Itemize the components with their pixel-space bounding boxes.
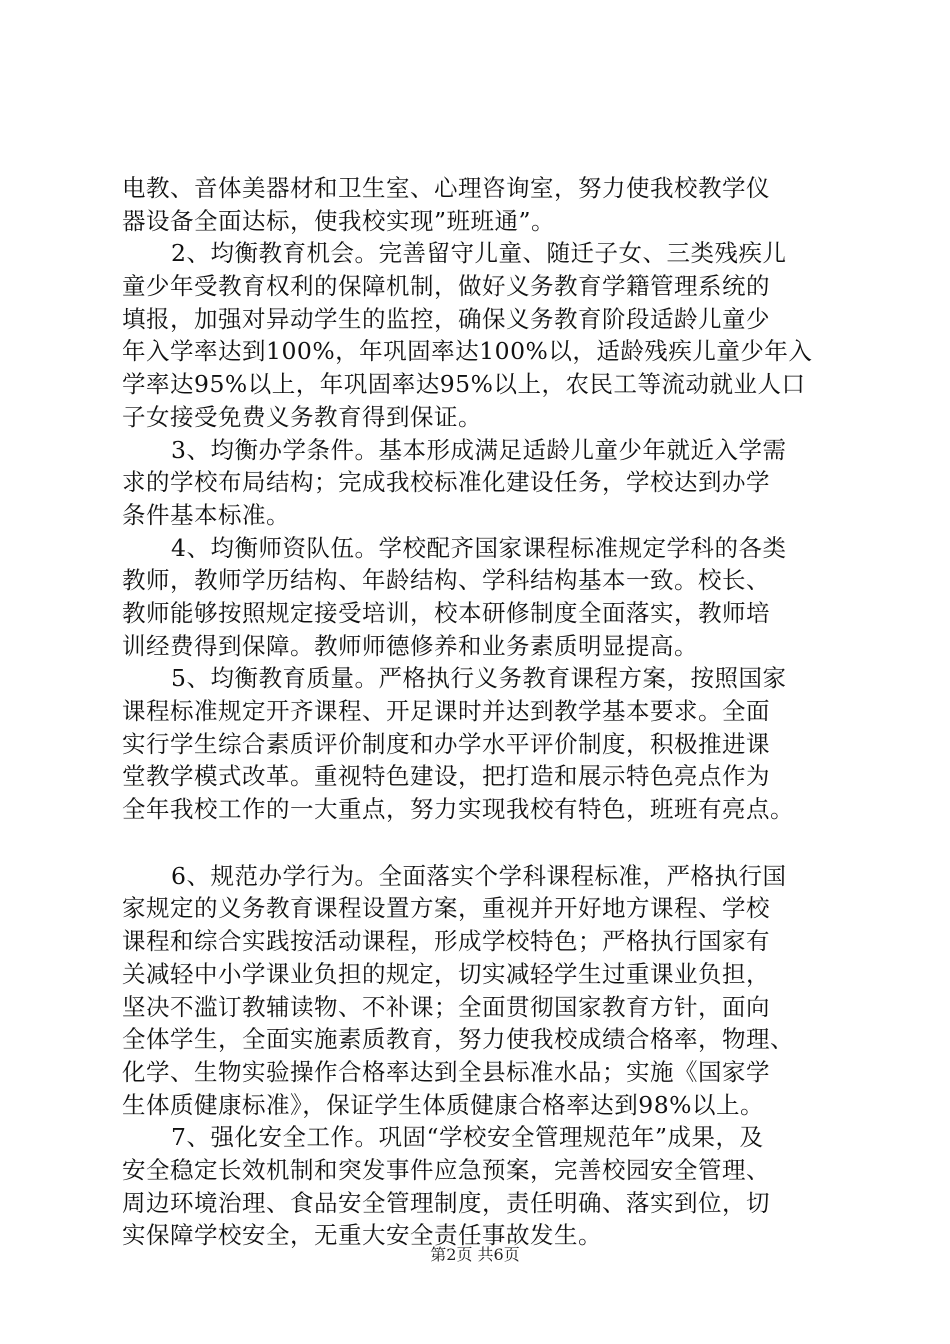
text-line: 安全稳定长效机制和突发事件应急预案，完善校园安全管理、	[122, 1155, 770, 1184]
text-line: 条件基本标准。	[122, 500, 290, 529]
text-line: 训经费得到保障。教师师德修养和业务素质明显提高。	[122, 631, 698, 660]
text-line: 填报，加强对异动学生的监控，确保义务教育阶段适龄儿童少	[122, 304, 770, 333]
text-line: 教师，教师学历结构、年龄结构、学科结构基本一致。校长、	[122, 566, 770, 595]
text-line: 关减轻中小学课业负担的规定，切实减轻学生过重课业负担，	[122, 959, 770, 988]
paragraph-start-line: 6、规范办学行为。全面落实个学科课程标准，严格执行国	[171, 861, 787, 890]
text-line: 子女接受免费义务教育得到保证。	[122, 402, 482, 431]
text-line: 堂教学模式改革。重视特色建设，把打造和展示特色亮点作为	[122, 762, 770, 791]
text-line: 生体质健康标准》，保证学生体质健康合格率达到98%以上。	[122, 1090, 764, 1119]
paragraph-start-line: 5、均衡教育质量。严格执行义务教育课程方案，按照国家	[171, 664, 787, 693]
text-line: 课程标准规定开齐课程、开足课时并达到教学基本要求。全面	[122, 697, 770, 725]
text-line: 电教、音体美器材和卫生室、心理咨询室，努力使我校教学仪	[122, 174, 770, 202]
text-line: 年入学率达到100%，年巩固率达100%以，适龄残疾儿童少年入	[122, 337, 813, 366]
text-line: 教师能够按照规定接受培训，校本研修制度全面落实，教师培	[122, 598, 770, 627]
text-line: 童少年受教育权利的保障机制，做好义务教育学籍管理系统的	[122, 272, 770, 301]
text-line: 家规定的义务教育课程设置方案，重视并开好地方课程、学校	[122, 894, 770, 923]
text-line: 器设备全面达标，使我校实现”班班通”。	[122, 206, 556, 235]
paragraph-start-line: 3、均衡办学条件。基本形成满足适龄儿童少年就近入学需	[171, 435, 787, 464]
text-line: 全体学生，全面实施素质教育，努力使我校成绩合格率，物理、	[122, 1025, 794, 1054]
text-line: 全年我校工作的一大重点，努力实现我校有特色，班班有亮点。	[122, 795, 794, 824]
paragraph-start-line: 4、均衡师资队伍。学校配齐国家课程标准规定学科的各类	[171, 533, 787, 562]
text-line: 周边环境治理、食品安全管理制度，责任明确、落实到位，切	[122, 1188, 770, 1217]
text-line: 学率达95%以上，年巩固率达95%以上，农民工等流动就业人口	[122, 370, 806, 399]
text-line: 化学、生物实验操作合格率达到全县标准水品；实施《国家学	[122, 1057, 770, 1086]
paragraph-gap	[122, 826, 862, 860]
document-body	[122, 172, 862, 1252]
text-line: 课程和综合实践按活动课程，形成学校特色；严格执行国家有	[122, 927, 770, 956]
text-line: 实行学生综合素质评价制度和办学水平评价制度，积极推进课	[122, 729, 770, 758]
paragraph-start-line: 7、强化安全工作。巩固“学校安全管理规范年”成果，及	[171, 1123, 764, 1152]
paragraph-start-line: 2、均衡教育机会。完善留守儿童、随迁子女、三类残疾儿	[171, 239, 787, 268]
text-line: 求的学校布局结构；完成我校标准化建设任务，学校达到办学	[122, 468, 770, 497]
text-line: 实保障学校安全，无重大安全责任事故发生。	[122, 1221, 602, 1250]
text-line: 坚决不滥订教辅读物、不补课；全面贯彻国家教育方针，面向	[122, 992, 770, 1021]
page-number-footer: 第2页 共6页	[430, 1245, 520, 1264]
